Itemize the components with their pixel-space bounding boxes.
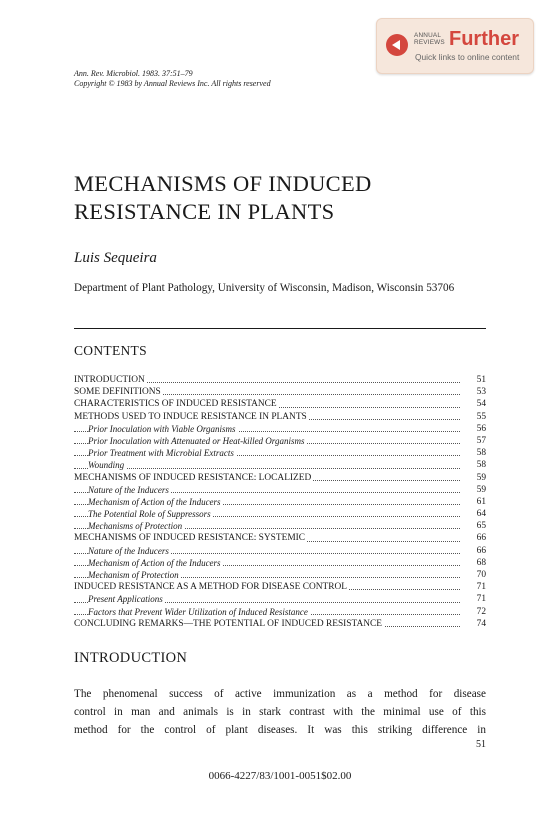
journal-reference: Ann. Rev. Microbiol. 1983. 37:51–79	[74, 69, 193, 78]
toc-entry-page: 61	[464, 496, 486, 508]
toc-entry-page: 70	[464, 569, 486, 581]
toc-entry-title: Nature of the Inducers	[88, 545, 169, 556]
title-line-1: MECHANISMS OF INDUCED	[74, 171, 372, 196]
toc-entry-title: Mechanism of Protection	[88, 570, 179, 580]
toc-entry-page: 72	[464, 606, 486, 618]
toc-entry-title: MECHANISMS OF INDUCED RESISTANCE: LOCALIZED	[74, 472, 312, 483]
toc-entry-page: 51	[464, 374, 486, 386]
badge-annual-label: ANNUAL	[414, 32, 442, 39]
toc-entry[interactable]	[74, 532, 486, 544]
author-name: Luis Sequeira	[74, 250, 157, 266]
toc-entry[interactable]	[74, 398, 486, 410]
toc-entry-title: Present Applications	[88, 594, 163, 605]
fee-code: 0066-4227/83/1001-0051$02.00	[208, 770, 352, 782]
toc-entry-title: Nature of the Inducers	[88, 484, 169, 495]
article-title	[74, 170, 494, 226]
toc-entry[interactable]	[74, 374, 486, 386]
toc-entry-page: 58	[464, 447, 486, 459]
toc-entry-title: INDUCED RESISTANCE AS A METHOD FOR DISEASE CONTROL	[74, 582, 347, 593]
table-of-contents	[74, 374, 486, 630]
author-affiliation: Department of Plant Pathology, University of Wisconsin, Madison, Wisconsin 53706	[74, 282, 455, 294]
toc-entry-page: 74	[464, 618, 486, 630]
toc-entry[interactable]	[74, 545, 486, 557]
toc-entry-page: 68	[464, 557, 486, 569]
toc-entry[interactable]	[74, 593, 486, 605]
toc-entry[interactable]	[74, 581, 486, 593]
toc-entry-title: The Potential Role of Suppressors	[88, 509, 211, 520]
toc-entry-title: Prior Inoculation with Attenuated or Heat-killed Organisms	[88, 435, 305, 446]
copyright-notice: Copyright © 1983 by Annual Reviews Inc. All rights reserved	[74, 79, 271, 88]
toc-entry[interactable]	[74, 508, 486, 520]
toc-entry-page: 66	[464, 532, 486, 544]
toc-entry-title: Mechanism of Action of the Inducers	[88, 496, 221, 507]
toc-entry[interactable]	[74, 459, 486, 471]
badge-quick-links-text: Quick links to online content	[415, 52, 520, 62]
toc-entry[interactable]	[74, 423, 486, 435]
toc-entry-title: METHODS USED TO INDUCE RESISTANCE IN PLANTS	[74, 411, 307, 422]
toc-leader-dots	[74, 468, 460, 469]
toc-entry-title: Prior Inoculation with Viable Organisms	[88, 423, 236, 434]
toc-entry-title: CHARACTERISTICS OF INDUCED RESISTANCE	[74, 399, 277, 410]
toc-entry-page: 71	[464, 581, 486, 593]
toc-entry[interactable]	[74, 569, 486, 581]
title-line-2: RESISTANCE IN PLANTS	[74, 199, 335, 224]
toc-entry[interactable]	[74, 606, 486, 618]
toc-entry-title: Mechanism of Action of the Inducers	[88, 557, 221, 568]
toc-entry-title: Factors that Prevent Wider Utilization of Induced Resistance	[88, 606, 308, 617]
toc-entry[interactable]	[74, 447, 486, 459]
toc-entry-page: 59	[464, 472, 486, 484]
toc-entry-title: Prior Treatment with Microbial Extracts	[88, 448, 234, 459]
toc-entry[interactable]	[74, 496, 486, 508]
toc-entry-page: 55	[464, 411, 486, 423]
toc-entry-page: 53	[464, 386, 486, 398]
toc-entry[interactable]	[74, 472, 486, 484]
toc-entry[interactable]	[74, 386, 486, 398]
toc-entry-title: SOME DEFINITIONS	[74, 387, 161, 398]
annual-reviews-further-badge[interactable]	[376, 18, 534, 74]
toc-entry-title: Wounding	[88, 460, 125, 471]
toc-entry-page: 57	[464, 435, 486, 447]
toc-entry-page: 66	[464, 545, 486, 557]
badge-further-label: Further	[449, 28, 519, 50]
toc-entry[interactable]	[74, 411, 486, 423]
body-line: method for the control of plant diseases. It was this striking difference in	[74, 724, 486, 736]
toc-entry-page: 54	[464, 398, 486, 410]
badge-reviews-label: REVIEWS	[414, 39, 445, 46]
toc-entry-page: 64	[464, 508, 486, 520]
toc-entry-page: 65	[464, 520, 486, 532]
toc-entry-title: INTRODUCTION	[74, 375, 145, 385]
toc-entry[interactable]	[74, 435, 486, 447]
toc-entry-page: 59	[464, 484, 486, 496]
toc-entry-page: 56	[464, 423, 486, 435]
introduction-heading: INTRODUCTION	[74, 650, 188, 666]
toc-entry-title: MECHANISMS OF INDUCED RESISTANCE: SYSTEMIC	[74, 533, 306, 544]
body-line: control in man and animals is in stark contrast with the minimal use of this	[74, 706, 486, 718]
back-arrow-icon[interactable]	[386, 34, 408, 56]
toc-entry-title: CONCLUDING REMARKS—THE POTENTIAL OF INDUCED RESISTANCE	[74, 618, 383, 629]
introduction-body	[74, 685, 486, 739]
section-divider	[74, 328, 486, 329]
toc-entry-page: 71	[464, 593, 486, 605]
toc-entry-title: Mechanisms of Protection	[88, 521, 183, 532]
toc-entry-page: 58	[464, 459, 486, 471]
toc-entry[interactable]	[74, 557, 486, 569]
toc-entry[interactable]	[74, 520, 486, 532]
toc-entry[interactable]	[74, 484, 486, 496]
body-line: The phenomenal success of active immunization as a method for disease	[74, 688, 486, 700]
toc-entry[interactable]	[74, 618, 486, 630]
contents-heading: CONTENTS	[74, 343, 147, 358]
page-number: 51	[476, 739, 486, 750]
